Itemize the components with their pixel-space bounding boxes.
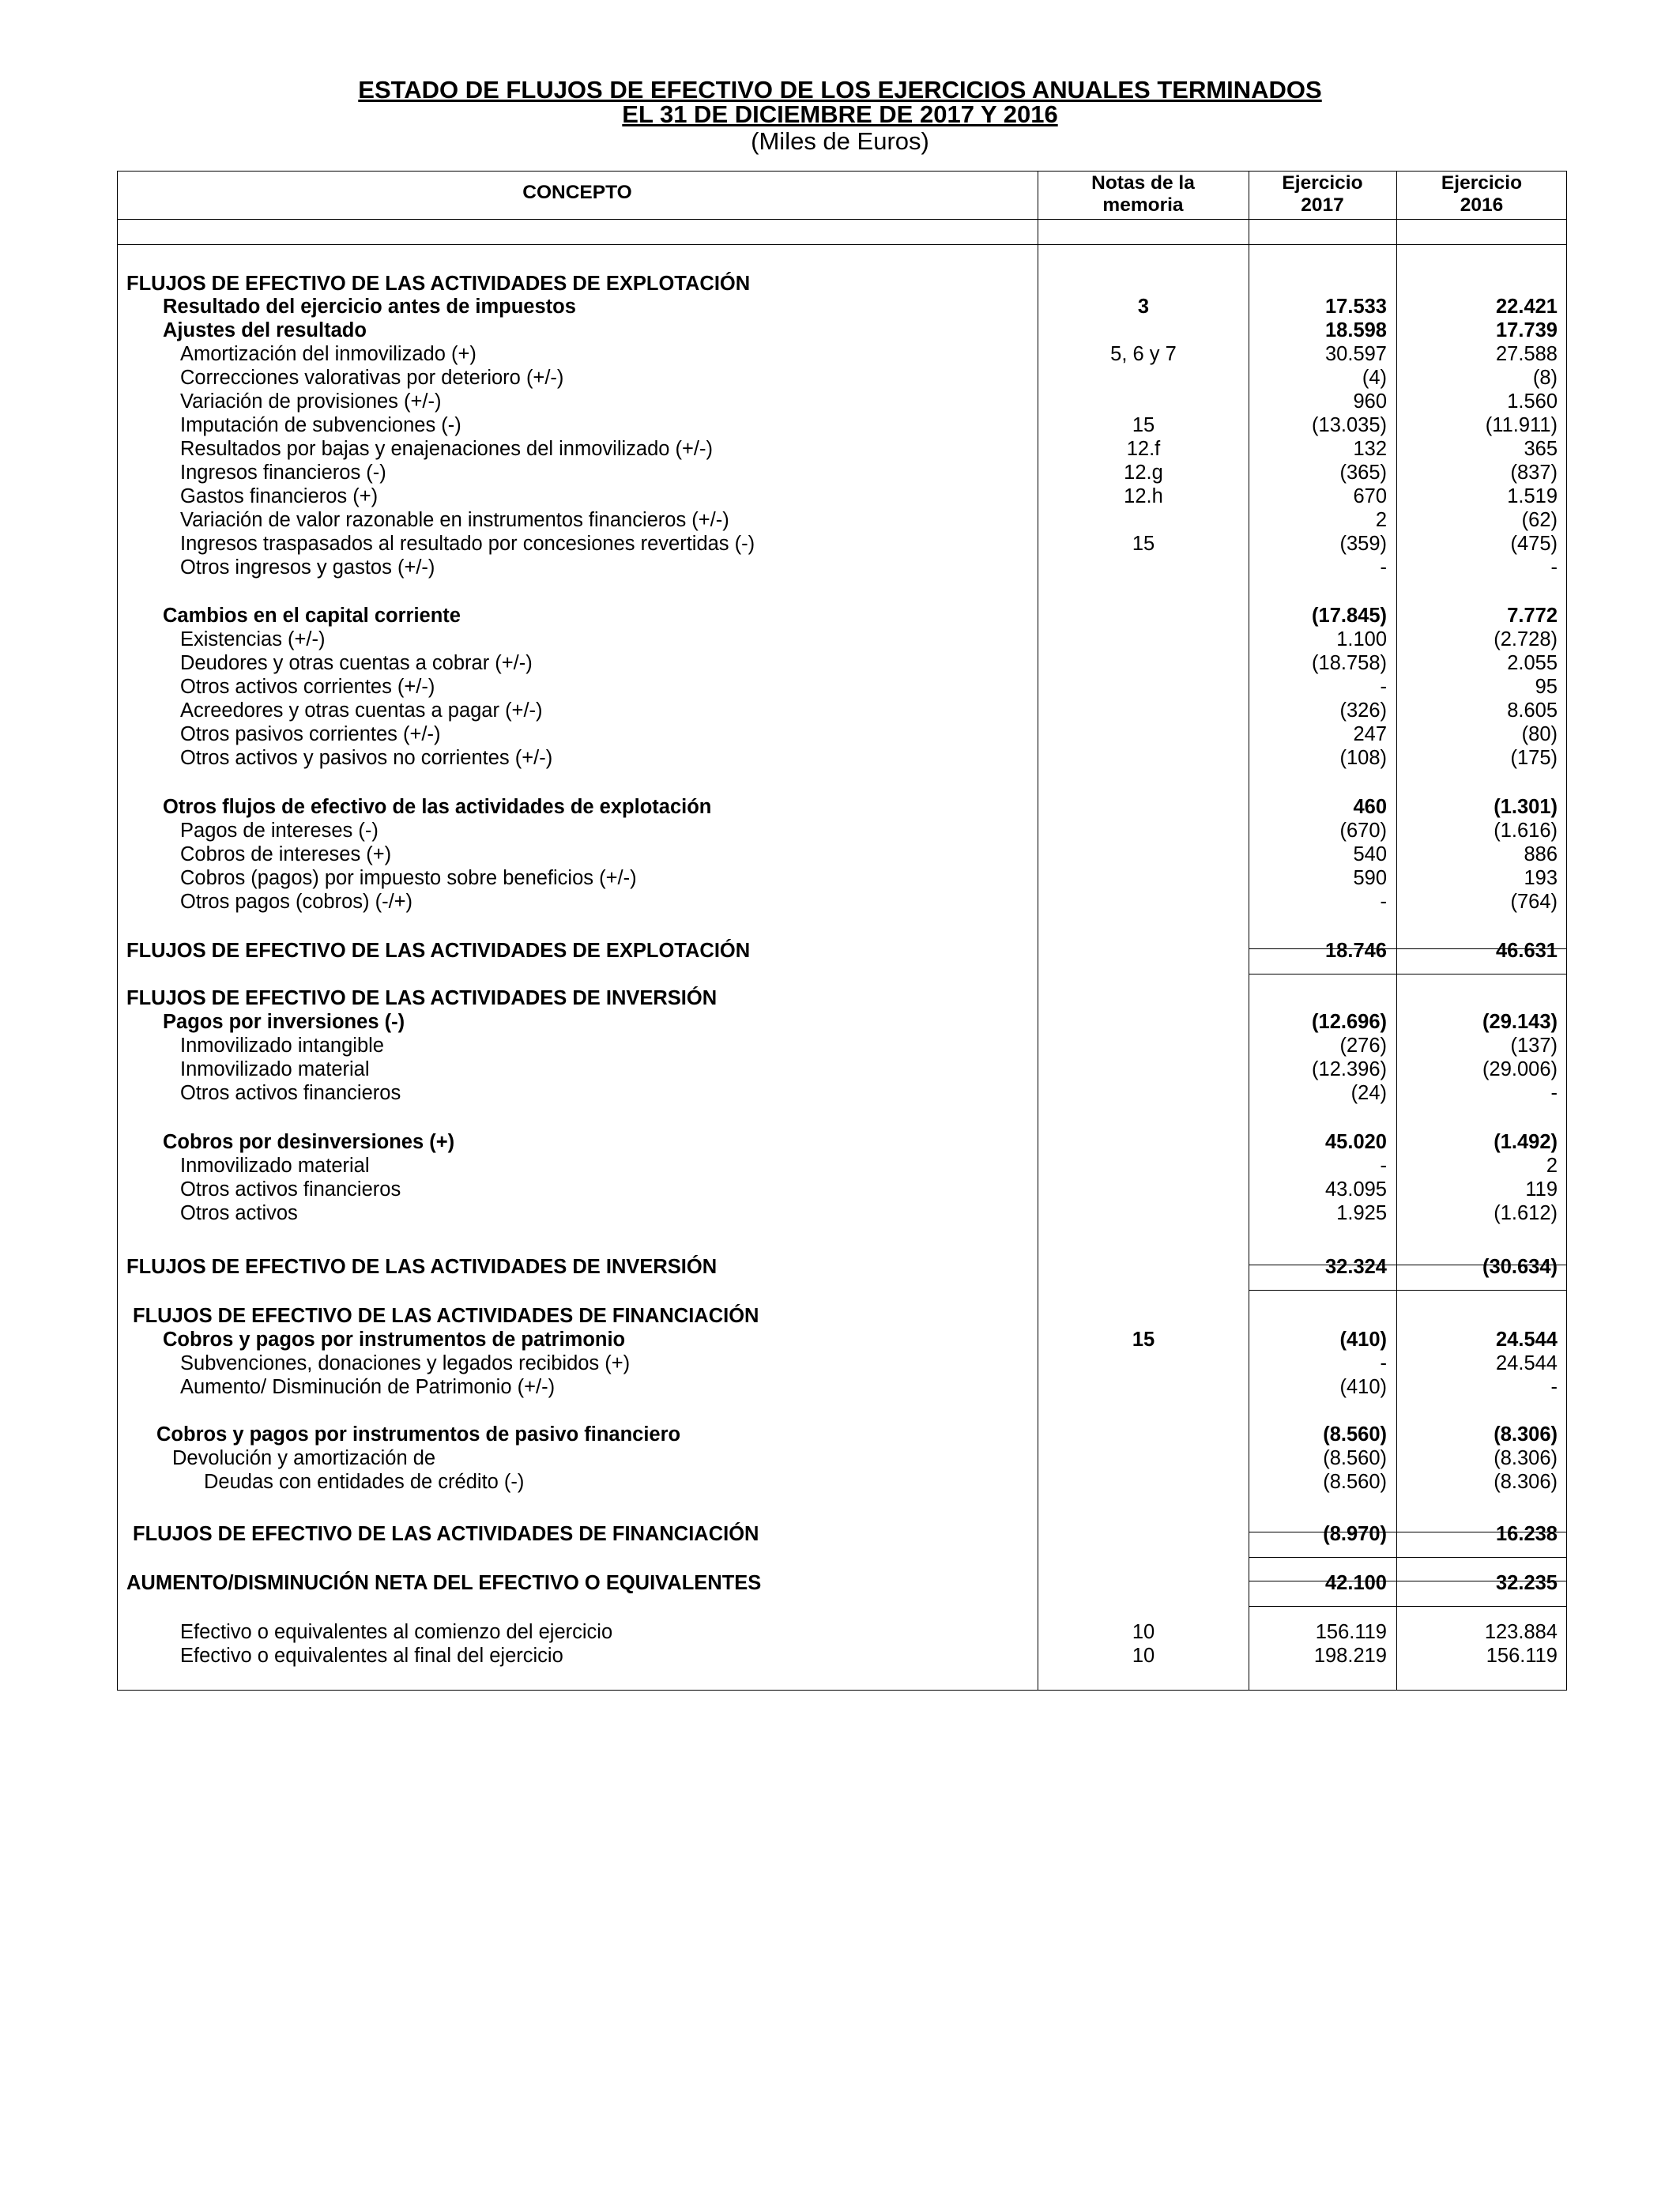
row-concept: Otros activos financieros (180, 1082, 401, 1104)
row-value-2017: (410) (1339, 1329, 1387, 1351)
row-value-2017: (359) (1339, 533, 1387, 555)
row-value-2017: (17.845) (1312, 605, 1387, 627)
table-row (0, 675, 1680, 699)
row-concept: Amortización del inmovilizado (+) (180, 343, 477, 365)
row-value-2016: 123.884 (1484, 1621, 1558, 1643)
row-value-2016: (2.728) (1494, 628, 1558, 650)
header-2016-line-1: Ejercicio (1441, 172, 1523, 194)
table-row (0, 1351, 1680, 1375)
row-value-2016: 2.055 (1507, 652, 1558, 674)
header-divider (117, 219, 1567, 220)
table-row (0, 437, 1680, 461)
row-value-2017: 17.533 (1325, 296, 1387, 318)
table-row (0, 484, 1680, 508)
table-row (0, 508, 1680, 532)
row-concept: Inmovilizado material (180, 1155, 370, 1177)
statement-title-line-2: EL 31 DE DICIEMBRE DE 2017 Y 2016 (622, 100, 1058, 128)
row-value-2017: (12.696) (1312, 1011, 1387, 1033)
row-concept: Cobros por desinversiones (+) (163, 1131, 455, 1153)
row-value-2016: (8.306) (1494, 1423, 1558, 1446)
row-value-2016: (837) (1510, 462, 1558, 484)
row-value-2016: (80) (1521, 723, 1558, 745)
row-concept: Ingresos financieros (-) (180, 462, 386, 484)
row-value-2017: (276) (1339, 1035, 1387, 1057)
row-concept: Otros activos (180, 1202, 298, 1224)
row-value-2016: (30.634) (1482, 1256, 1558, 1278)
row-concept: Resultados por bajas y enajenaciones del inmovilizado (+/-) (180, 438, 713, 460)
row-value-2017: 247 (1353, 723, 1387, 745)
row-concept: Deudas con entidades de crédito (-) (204, 1471, 525, 1493)
row-value-2016: 156.119 (1486, 1645, 1558, 1667)
row-value-2016: 1.560 (1507, 390, 1558, 413)
row-concept: Subvenciones, donaciones y legados recibidos (+) (180, 1352, 631, 1374)
header-concepto: CONCEPTO (522, 182, 632, 203)
table-row (0, 1423, 1680, 1446)
table-row (0, 272, 1680, 296)
row-value-2017: 45.020 (1325, 1131, 1387, 1153)
row-concept: Cobros y pagos por instrumentos de pasivo financiero (156, 1423, 681, 1446)
row-concept: FLUJOS DE EFECTIVO DE LAS ACTIVIDADES DE INVERSIÓN (126, 987, 718, 1009)
row-value-2017: 2 (1375, 509, 1387, 531)
row-value-2016: 2 (1546, 1155, 1558, 1177)
row-value-2016: (1.492) (1494, 1131, 1558, 1153)
statement-title-block (0, 77, 1680, 154)
row-value-2017: 590 (1353, 867, 1387, 889)
row-value-2016: (29.143) (1482, 1011, 1558, 1033)
row-concept: Aumento/ Disminución de Patrimonio (+/-) (180, 1376, 556, 1398)
row-concept: Otros activos financieros (180, 1178, 401, 1201)
row-value-2017: 198.219 (1313, 1645, 1387, 1667)
row-value-2017: (8.970) (1323, 1523, 1387, 1545)
row-concept: Efectivo o equivalentes al comienzo del ejercicio (180, 1621, 613, 1643)
header-notas-line-1: Notas de la (1091, 172, 1195, 194)
row-concept: FLUJOS DE EFECTIVO DE LAS ACTIVIDADES DE EXPLOTACIÓN (126, 940, 751, 962)
row-value-2016: (8) (1532, 367, 1558, 389)
row-value-2017: 132 (1353, 438, 1387, 460)
row-concept: AUMENTO/DISMINUCIÓN NETA DEL EFECTIVO O EQUIVALENTES (126, 1572, 762, 1594)
row-note: 12.g (1124, 462, 1163, 484)
row-value-2016: 886 (1524, 843, 1558, 865)
row-concept: Otros activos corrientes (+/-) (180, 676, 435, 698)
row-value-2016: - (1550, 1082, 1558, 1104)
row-value-2017: - (1380, 676, 1387, 698)
row-value-2017: - (1380, 1352, 1387, 1374)
header-2017-line-1: Ejercicio (1282, 172, 1363, 194)
row-concept: Inmovilizado material (180, 1058, 370, 1080)
row-value-2017: (4) (1362, 367, 1387, 389)
row-concept: FLUJOS DE EFECTIVO DE LAS ACTIVIDADES DE EXPLOTACIÓN (126, 273, 751, 295)
row-concept: Imputación de subvenciones (-) (180, 414, 461, 436)
table-row (0, 628, 1680, 651)
statement-title-line-1: ESTADO DE FLUJOS DE EFECTIVO DE LOS EJERCICIOS ANUALES TERMINADOS (358, 76, 1322, 104)
row-value-2017: (8.560) (1323, 1471, 1387, 1493)
table-row (0, 1057, 1680, 1081)
row-value-2017: 1.925 (1336, 1202, 1387, 1224)
row-concept: Cobros y pagos por instrumentos de patrimonio (163, 1329, 626, 1351)
row-concept: Deudores y otras cuentas a cobrar (+/-) (180, 652, 533, 674)
row-value-2016: (62) (1521, 509, 1558, 531)
row-concept: FLUJOS DE EFECTIVO DE LAS ACTIVIDADES DE INVERSIÓN (126, 1256, 718, 1278)
row-value-2016: (475) (1510, 533, 1558, 555)
row-concept: Efectivo o equivalentes al final del ejercicio (180, 1645, 563, 1667)
row-value-2017: (24) (1350, 1082, 1387, 1104)
row-concept: Otros pasivos corrientes (+/-) (180, 723, 441, 745)
table-row (0, 1620, 1680, 1644)
table-row (0, 843, 1680, 866)
row-value-2017: - (1380, 556, 1387, 579)
inversion-total-line-bottom (1249, 1290, 1567, 1291)
table-row (0, 1470, 1680, 1494)
row-value-2016: 24.544 (1496, 1329, 1558, 1351)
table-row (0, 1446, 1680, 1470)
table-row (0, 413, 1680, 437)
row-value-2017: (670) (1339, 820, 1387, 842)
row-value-2016: 7.772 (1507, 605, 1558, 627)
table-row (0, 1644, 1680, 1668)
table-row (0, 890, 1680, 914)
table-row (0, 1154, 1680, 1178)
row-value-2016: 17.739 (1496, 319, 1558, 341)
row-value-2017: - (1380, 891, 1387, 913)
row-value-2017: 43.095 (1325, 1178, 1387, 1201)
blank-row-divider (117, 244, 1567, 245)
row-value-2017: 18.746 (1325, 940, 1387, 962)
table-row (0, 342, 1680, 366)
row-value-2017: 42.100 (1325, 1572, 1387, 1594)
row-concept: FLUJOS DE EFECTIVO DE LAS ACTIVIDADES DE FINANCIACIÓN (133, 1523, 759, 1545)
row-value-2017: (8.560) (1323, 1447, 1387, 1469)
table-row (0, 746, 1680, 770)
row-value-2017: (18.758) (1312, 652, 1387, 674)
row-value-2016: - (1550, 1376, 1558, 1398)
row-value-2017: 670 (1353, 485, 1387, 507)
table-row (0, 1328, 1680, 1351)
row-concept: Gastos financieros (+) (180, 485, 379, 507)
header-2017-line-2: 2017 (1301, 194, 1344, 216)
row-value-2017: (108) (1339, 747, 1387, 769)
row-note: 12.f (1126, 438, 1161, 460)
table-row (0, 819, 1680, 843)
row-concept: Inmovilizado intangible (180, 1035, 384, 1057)
row-value-2017: 1.100 (1336, 628, 1387, 650)
row-note: 10 (1132, 1645, 1155, 1667)
table-row (0, 986, 1680, 1010)
table-row (0, 699, 1680, 722)
row-concept: Pagos por inversiones (-) (163, 1011, 405, 1033)
row-concept: Resultado del ejercicio antes de impuestos (163, 296, 576, 318)
table-row (0, 795, 1680, 819)
row-concept: Cambios en el capital corriente (163, 605, 461, 627)
row-value-2017: 960 (1353, 390, 1387, 413)
row-note: 15 (1132, 414, 1155, 436)
header-ejercicio-2016 (1396, 172, 1567, 217)
row-note: 10 (1132, 1621, 1155, 1643)
table-row (0, 1375, 1680, 1399)
row-value-2016: 16.238 (1496, 1523, 1558, 1545)
row-concept: Cobros (pagos) por impuesto sobre beneficios (+/-) (180, 867, 637, 889)
row-value-2016: (11.911) (1485, 414, 1558, 436)
row-value-2016: 193 (1524, 867, 1558, 889)
row-value-2017: 32.324 (1325, 1256, 1387, 1278)
row-value-2016: (1.612) (1494, 1202, 1558, 1224)
row-concept: Devolución y amortización de (172, 1447, 436, 1469)
row-note: 3 (1137, 296, 1150, 318)
row-concept: Acreedores y otras cuentas a pagar (+/-) (180, 699, 543, 722)
header-notas-line-2: memoria (1102, 194, 1184, 216)
financiacion-total-line-bottom (1249, 1557, 1567, 1558)
row-value-2016: (8.306) (1494, 1447, 1558, 1469)
row-value-2017: 540 (1353, 843, 1387, 865)
header-2016-line-2: 2016 (1460, 194, 1504, 216)
row-value-2016: (8.306) (1494, 1471, 1558, 1493)
row-concept: Otros activos y pasivos no corrientes (+/-) (180, 747, 553, 769)
table-row (0, 1255, 1680, 1279)
header-notas (1038, 172, 1249, 217)
row-value-2017: - (1380, 1155, 1387, 1177)
row-concept: Otros ingresos y gastos (+/-) (180, 556, 435, 579)
header-ejercicio-2017 (1249, 172, 1396, 217)
row-concept: FLUJOS DE EFECTIVO DE LAS ACTIVIDADES DE FINANCIACIÓN (133, 1305, 759, 1327)
row-concept: Ajustes del resultado (163, 319, 367, 341)
row-value-2016: 22.421 (1496, 296, 1558, 318)
row-concept: Variación de provisiones (+/-) (180, 390, 442, 413)
table-row (0, 866, 1680, 890)
row-value-2017: (12.396) (1312, 1058, 1387, 1080)
row-concept: Ingresos traspasados al resultado por concesiones revertidas (-) (180, 533, 755, 555)
table-row (0, 939, 1680, 963)
row-value-2016: 27.588 (1496, 343, 1558, 365)
row-value-2016: (175) (1510, 747, 1558, 769)
table-row (0, 1304, 1680, 1328)
table-row (0, 604, 1680, 628)
row-value-2016: (764) (1510, 891, 1558, 913)
row-value-2016: 32.235 (1496, 1572, 1558, 1594)
row-value-2017: (326) (1339, 699, 1387, 722)
row-value-2016: (1.616) (1494, 820, 1558, 842)
row-value-2016: 119 (1525, 1178, 1558, 1201)
table-row (0, 1178, 1680, 1201)
row-value-2017: (8.560) (1323, 1423, 1387, 1446)
row-value-2016: 24.544 (1496, 1352, 1558, 1374)
table-row (0, 1081, 1680, 1105)
row-concept: Otros flujos de efectivo de las actividades de explotación (163, 796, 712, 818)
row-concept: Pagos de intereses (-) (180, 820, 379, 842)
table-row (0, 1201, 1680, 1225)
row-concept: Variación de valor razonable en instrumentos financieros (+/-) (180, 509, 729, 531)
row-concept: Cobros de intereses (+) (180, 843, 392, 865)
table-row (0, 532, 1680, 556)
row-note: 15 (1132, 533, 1155, 555)
row-value-2017: 460 (1353, 796, 1387, 818)
net-total-line-bottom (1249, 1606, 1567, 1607)
table-row (0, 1571, 1680, 1595)
table-row (0, 1522, 1680, 1546)
row-value-2017: (410) (1339, 1376, 1387, 1398)
row-value-2016: (1.301) (1494, 796, 1558, 818)
row-value-2016: 365 (1524, 438, 1558, 460)
units-subtitle: (Miles de Euros) (751, 127, 929, 155)
table-row (0, 651, 1680, 675)
row-note: 15 (1132, 1329, 1155, 1351)
table-row (0, 556, 1680, 579)
row-value-2017: (13.035) (1312, 414, 1387, 436)
row-value-2016: 95 (1535, 676, 1558, 698)
table-row (0, 366, 1680, 390)
row-value-2016: (29.006) (1482, 1058, 1558, 1080)
row-value-2017: 156.119 (1315, 1621, 1387, 1643)
table-row (0, 1010, 1680, 1034)
row-concept: Correcciones valorativas por deterioro (+/-) (180, 367, 564, 389)
table-row (0, 722, 1680, 746)
row-value-2017: 30.597 (1325, 343, 1387, 365)
table-row (0, 319, 1680, 342)
row-value-2016: (137) (1510, 1035, 1558, 1057)
row-value-2017: 18.598 (1325, 319, 1387, 341)
table-row (0, 1034, 1680, 1057)
row-note: 5, 6 y 7 (1110, 343, 1177, 365)
row-note: 12.h (1124, 485, 1163, 507)
table-row (0, 461, 1680, 484)
row-value-2016: 46.631 (1496, 940, 1558, 962)
row-value-2016: - (1550, 556, 1558, 579)
table-row (0, 295, 1680, 319)
row-value-2016: 1.519 (1507, 485, 1558, 507)
row-value-2016: 8.605 (1507, 699, 1558, 722)
row-value-2017: (365) (1339, 462, 1387, 484)
row-concept: Existencias (+/-) (180, 628, 326, 650)
row-concept: Otros pagos (cobros) (-/+) (180, 891, 413, 913)
table-row (0, 390, 1680, 413)
table-row (0, 1130, 1680, 1154)
